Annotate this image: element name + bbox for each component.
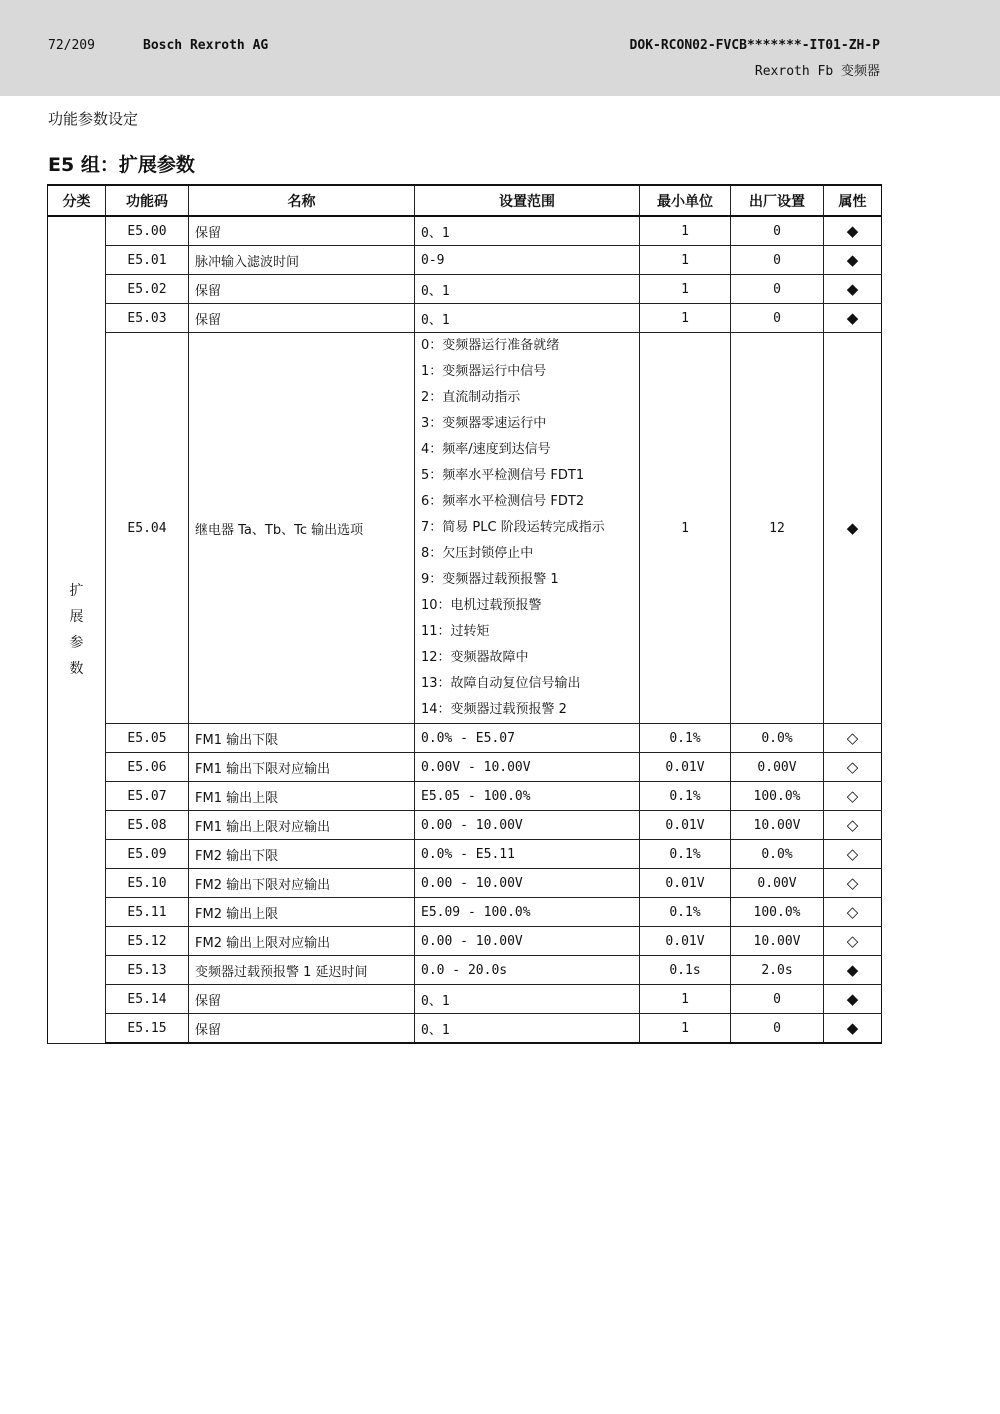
name-cell: 保留 [189,985,415,1014]
column-header-attribute: 属性 [824,185,882,216]
default-cell: 0.00V [731,753,824,782]
table-row [48,304,882,333]
range-option: 6：频率水平检测信号 FDT2 [421,494,585,509]
table-row [48,869,882,898]
attribute-cell: ◇ [824,782,882,811]
range-cell: 0.0 - 20.0s [415,956,640,985]
range-option: 8：欠压封锁停止中 [421,546,534,561]
default-cell: 10.00V [731,927,824,956]
range-cell: E5.05 - 100.0% [415,782,640,811]
column-header-code: 功能码 [106,185,189,216]
range-option: 4：频率/速度到达信号 [421,442,551,457]
code-cell: E5.10 [106,869,189,898]
code-cell: E5.02 [106,275,189,304]
attribute-cell: ◇ [824,898,882,927]
range-option: 11：过转矩 [421,624,490,639]
name-cell: 保留 [189,275,415,304]
default-cell: 10.00V [731,811,824,840]
range-option: 2：直流制动指示 [421,390,521,405]
attribute-cell: ◆ [824,1014,882,1044]
range-cell: 0、1 [415,985,640,1014]
range-option: 5：频率水平检测信号 FDT1 [421,468,585,483]
default-cell: 0.00V [731,869,824,898]
default-cell: 0 [731,275,824,304]
table-row [48,985,882,1014]
group-title: E5 组：扩展参数 [48,154,195,176]
code-cell: E5.13 [106,956,189,985]
document-id: DOK-RCON02-FVCB*******-IT01-ZH-P [629,38,880,53]
range-cell: 0.0% - E5.07 [415,724,640,753]
company-name: Bosch Rexroth AG [143,38,269,53]
column-header-range: 设置范围 [415,185,640,216]
unit-cell: 1 [640,275,731,304]
attribute-cell: ◆ [824,956,882,985]
table-row [48,275,882,304]
column-header-unit: 最小单位 [640,185,731,216]
range-option: 3：变频器零速运行中 [421,416,547,431]
unit-cell: 1 [640,304,731,333]
category-cell [48,216,106,1043]
range-cell: 0.00V - 10.00V [415,753,640,782]
unit-cell: 0.1% [640,840,731,869]
name-cell: FM2 输出上限 [189,898,415,927]
table-body [48,216,882,1043]
code-cell: E5.06 [106,753,189,782]
code-cell: E5.01 [106,246,189,275]
name-cell: FM1 输出下限 [189,724,415,753]
default-cell: 0 [731,304,824,333]
name-cell: 保留 [189,1014,415,1044]
range-cell: 0.0% - E5.11 [415,840,640,869]
table-row [48,724,882,753]
table-row [48,1014,882,1044]
range-cell: 0.00 - 10.00V [415,811,640,840]
code-cell: E5.07 [106,782,189,811]
table-row [48,840,882,869]
range-cell: 0.00 - 10.00V [415,869,640,898]
name-cell: 保留 [189,304,415,333]
name-cell: 变频器过载预报警 1 延迟时间 [189,956,415,985]
table-row [48,782,882,811]
attribute-cell: ◇ [824,753,882,782]
attribute-cell: ◆ [824,985,882,1014]
code-cell: E5.12 [106,927,189,956]
name-cell: FM2 输出下限对应输出 [189,869,415,898]
name-cell: FM2 输出上限对应输出 [189,927,415,956]
default-cell: 0 [731,246,824,275]
name-cell: FM1 输出上限 [189,782,415,811]
attribute-cell: ◇ [824,811,882,840]
attribute-cell: ◆ [824,304,882,333]
unit-cell: 0.1% [640,898,731,927]
unit-cell: 0.1% [640,782,731,811]
attribute-cell: ◆ [824,333,882,724]
unit-cell: 0.01V [640,753,731,782]
attribute-cell: ◆ [824,246,882,275]
code-cell: E5.00 [106,216,189,246]
attribute-cell: ◆ [824,216,882,246]
code-cell: E5.11 [106,898,189,927]
range-cell: 0、1 [415,1014,640,1044]
default-cell: 0.0% [731,724,824,753]
range-cell: 0-9 [415,246,640,275]
attribute-cell: ◇ [824,724,882,753]
column-header-category: 分类 [48,185,106,216]
name-cell: 继电器 Ta、Tb、Tc 输出选项 [189,333,415,724]
range-cell: 0、1 [415,275,640,304]
default-cell: 100.0% [731,898,824,927]
table-row [48,246,882,275]
range-cell: 0、1 [415,304,640,333]
code-cell: E5.05 [106,724,189,753]
unit-cell: 1 [640,246,731,275]
range-option: 0：变频器运行准备就绪 [421,338,560,353]
table-row [48,216,882,246]
column-header-default: 出厂设置 [731,185,824,216]
code-cell: E5.04 [106,333,189,724]
unit-cell: 0.1s [640,956,731,985]
page-number: 72/209 [48,38,95,53]
attribute-cell: ◆ [824,275,882,304]
code-cell: E5.09 [106,840,189,869]
name-cell: FM1 输出上限对应输出 [189,811,415,840]
code-cell: E5.03 [106,304,189,333]
attribute-cell: ◇ [824,869,882,898]
default-cell: 0.0% [731,840,824,869]
table-row [48,898,882,927]
name-cell: FM1 输出下限对应输出 [189,753,415,782]
table-header [48,185,882,216]
column-header-name: 名称 [189,185,415,216]
unit-cell: 1 [640,333,731,724]
range-cell: 0、1 [415,216,640,246]
default-cell: 0 [731,216,824,246]
header-row [48,185,882,216]
table-row [48,333,882,724]
attribute-cell: ◇ [824,927,882,956]
default-cell: 0 [731,985,824,1014]
product-name: Rexroth Fb 变频器 [754,64,880,79]
default-cell: 100.0% [731,782,824,811]
table-row [48,956,882,985]
unit-cell: 1 [640,985,731,1014]
unit-cell: 0.01V [640,811,731,840]
range-cell: 0.00 - 10.00V [415,927,640,956]
name-cell: 保留 [189,216,415,246]
range-option: 14：变频器过载预报警 2 [421,702,567,717]
code-cell: E5.15 [106,1014,189,1044]
page-header [0,0,1000,96]
range-option: 9：变频器过载预报警 1 [421,572,559,587]
range-option: 10：电机过载预报警 [421,598,542,613]
unit-cell: 1 [640,216,731,246]
category-label: 扩展参数 [69,582,84,677]
default-cell: 12 [731,333,824,724]
unit-cell: 1 [640,1014,731,1044]
unit-cell: 0.01V [640,927,731,956]
range-option: 1：变频器运行中信号 [421,364,547,379]
table-row [48,753,882,782]
section-label: 功能参数设定 [48,110,139,128]
attribute-cell: ◇ [824,840,882,869]
parameter-table [47,184,882,1044]
default-cell: 2.0s [731,956,824,985]
range-cell: E5.09 - 100.0% [415,898,640,927]
name-cell: FM2 输出下限 [189,840,415,869]
table-row [48,811,882,840]
code-cell: E5.14 [106,985,189,1014]
range-option: 7：简易 PLC 阶段运转完成指示 [421,520,605,535]
table-row [48,927,882,956]
name-cell: 脉冲输入滤波时间 [189,246,415,275]
range-option: 13：故障自动复位信号输出 [421,676,581,691]
default-cell: 0 [731,1014,824,1044]
range-option: 12：变频器故障中 [421,650,529,665]
unit-cell: 0.01V [640,869,731,898]
code-cell: E5.08 [106,811,189,840]
range-cell [415,333,640,724]
unit-cell: 0.1% [640,724,731,753]
